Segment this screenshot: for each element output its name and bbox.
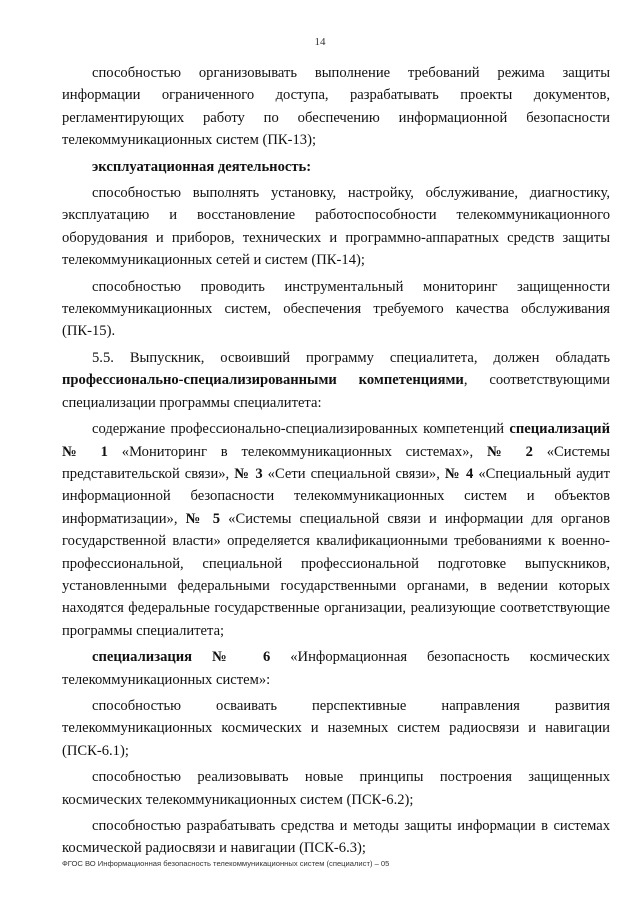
page-footer: ФГОС ВО Информационная безопасность телекоммуникационных систем (специалист) – 05	[62, 859, 390, 868]
paragraph-specialization-6	[62, 646, 610, 691]
spec-bold-5: № 5	[185, 510, 221, 527]
page-body	[62, 62, 610, 864]
spec-bold-1: специализаций № 1	[62, 421, 610, 460]
spec-bold-4: № 4	[444, 465, 474, 482]
paragraph-psk-6-1: способностью осваивать перспективные направления развития телекоммуникационных космических и наземных систем радиосвязи и навигации (ПСК-6.1);	[62, 697, 610, 759]
spec-text-2: «Мониторинг в телекоммуникационных системах»,	[107, 443, 487, 460]
spec-text-3: «Системы представительской связи»,	[62, 443, 610, 482]
paragraph-specializations-1-5	[62, 418, 610, 642]
spec-text-5: «Специальный аудит информационной безопасности телекоммуникационных систем и объектов информатизации»,	[62, 465, 610, 527]
paragraph-pk13: способностью организовывать выполнение требований режима защиты информации ограниченного доступа, разрабатывать проекты документов, регламентирующих работу по обеспечению информационной безопасности телекоммуникационных систем (ПК-13);	[62, 65, 610, 149]
paragraph-5-5-bold-term: профессионально-специализированными компетенциями	[62, 372, 464, 389]
spec-text-4: «Сети специальной связи»,	[262, 465, 445, 482]
spec6-title: «Информационная безопасность космических телекоммуникационных систем»:	[62, 649, 610, 688]
paragraph-5-5-tail: , соответствующими специализации программы специалитета:	[62, 372, 610, 411]
spec6-bold: специализация № 6	[92, 649, 271, 666]
paragraph-psk-6-3: способностью разрабатывать средства и методы защиты информации в системах космической радиосвязи и навигации (ПСК-6.3);	[62, 818, 610, 857]
spec-bold-2: № 2	[486, 443, 533, 460]
paragraph-5-5-lead: 5.5. Выпускник, освоивший программу специалитета, должен обладать	[92, 349, 610, 366]
spec-text-6: «Системы специальной связи и информации для органов государственной власти» определяется квалификационными требованиями к военно-профессиональной, специальной профессиональной подготовке выпускников, установленными федеральными государственными органами, в ведении которых находятся федеральные государственные организации, реализующие соответствующие программы специалитета;	[62, 510, 610, 639]
paragraph-pk15: способностью проводить инструментальный мониторинг защищенности телекоммуникационных систем, обеспечения требуемого качества обслуживания (ПК-15).	[62, 278, 610, 340]
spec-text-1: содержание профессионально-специализированных компетенций	[92, 421, 510, 438]
paragraph-pk14: способностью выполнять установку, настройку, обслуживание, диагностику, эксплуатацию и восстановление работоспособности телекоммуникационного оборудования и приборов, технических и программно-аппаратных средств защиты телекоммуникационных сетей и систем (ПК-14);	[62, 185, 610, 269]
paragraph-psk-6-2: способностью реализовывать новые принципы построения защищенных космических телекоммуникационных систем (ПСК-6.2);	[62, 769, 610, 808]
spec-bold-3: № 3	[234, 465, 263, 482]
page-number: 14	[314, 36, 326, 48]
paragraph-5-5	[62, 347, 610, 414]
section-heading-operational: эксплуатационная деятельность:	[92, 158, 312, 175]
